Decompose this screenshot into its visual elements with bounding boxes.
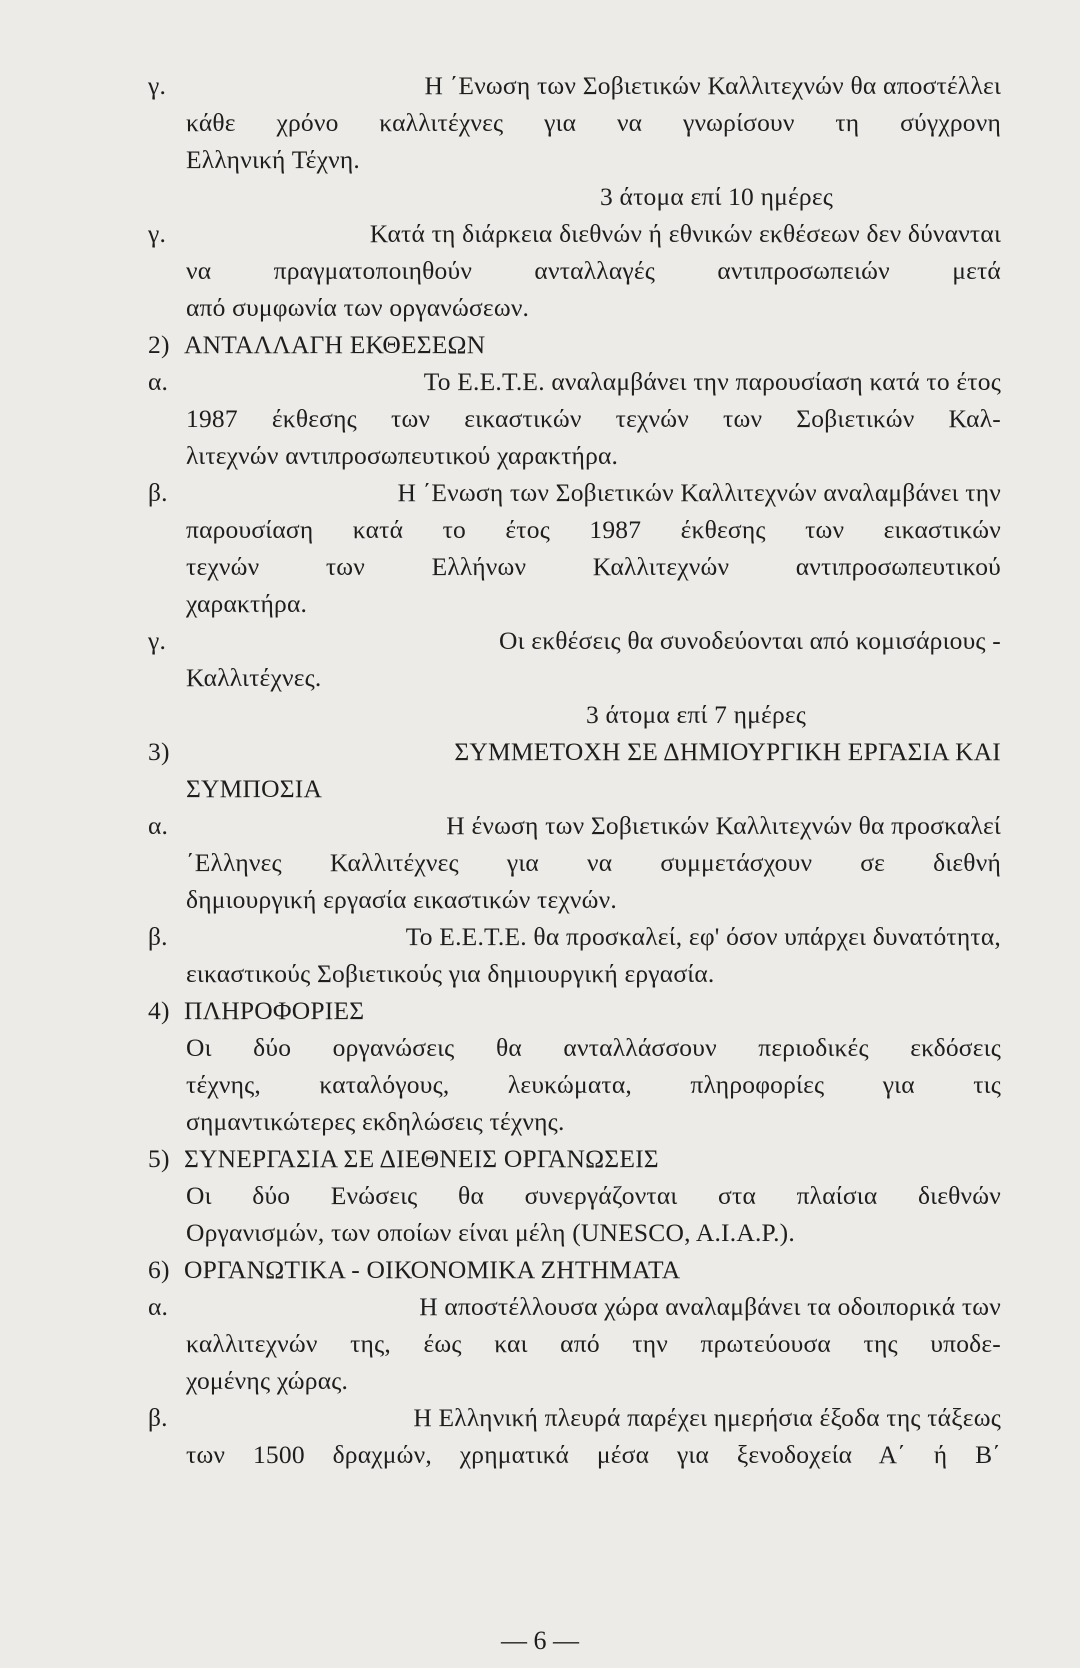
item-marker: β. <box>148 1403 168 1432</box>
text-line: 1987 έκθεσης των εικαστικών τεχνών των Σοβιετικών Καλ- <box>186 404 1001 433</box>
text-line: τεχνών των Ελλήνων Καλλιτεχνών αντιπροσωπευτικού <box>186 552 1001 581</box>
text-line: Ελληνική Τέχνη. <box>186 145 360 174</box>
section-title: ΣΥΜΜΕΤΟΧΗ ΣΕ ΔΗΜΙΟΥΡΓΙΚΗ ΕΡΓΑΣΙΑ ΚΑΙ <box>454 737 1001 766</box>
section-number: 4) <box>148 996 170 1025</box>
line-text: Η ένωση των Σοβιετικών Καλλιτεχνών θα προσκαλεί <box>446 811 1001 840</box>
section-heading <box>148 1252 680 1288</box>
line-text: Κατά τη διάρκεια διεθνών ή εθνικών εκθέσεων δεν δύνανται <box>369 219 1001 248</box>
text-line: χαρακτήρα. <box>186 589 308 618</box>
text-line <box>148 475 1001 511</box>
item-marker: α. <box>148 367 169 396</box>
section-number: 5) <box>148 1144 170 1173</box>
page-number: — 6 — <box>501 1626 579 1655</box>
text-line: από συμφωνία των οργανώσεων. <box>186 293 530 322</box>
duration-note: 3 άτομα επί 7 ημέρες <box>586 700 807 729</box>
text-line <box>148 68 1001 104</box>
text-line: να πραγματοποιηθούν ανταλλαγές αντιπροσωπειών μετά <box>186 256 1001 285</box>
text-line <box>148 1289 1001 1325</box>
text-line <box>148 364 1001 400</box>
line-text: Η ΄Ενωση των Σοβιετικών Καλλιτεχνών θα αποστέλλει <box>424 71 1001 100</box>
text-line: εικαστικούς Σοβιετικούς για δημιουργική εργασία. <box>186 959 715 988</box>
section-title: ΠΛΗΡΟΦΟΡΙΕΣ <box>184 996 365 1025</box>
section-heading <box>148 327 485 363</box>
item-marker: γ. <box>148 219 167 248</box>
section-title-continued: ΣΥΜΠΟΣΙΑ <box>186 774 323 803</box>
text-line: Καλλιτέχνες. <box>186 663 322 692</box>
text-line: καλλιτεχνών της, έως και από την πρωτεύουσα της υποδε- <box>186 1329 1001 1358</box>
section-number: 3) <box>148 737 170 766</box>
line-text: Οι εκθέσεις θα συνοδεύονται από κομισάριους - <box>499 626 1001 655</box>
section-number: 6) <box>148 1255 170 1284</box>
item-marker: α. <box>148 811 169 840</box>
line-text: Η αποστέλλουσα χώρα αναλαμβάνει τα οδοιπορικά των <box>419 1292 1001 1321</box>
text-line: χομένης χώρας. <box>186 1366 349 1395</box>
line-text: Το Ε.Ε.Τ.Ε. αναλαμβάνει την παρουσίαση κατά το έτος <box>423 367 1001 396</box>
line-text: Η Ελληνική πλευρά παρέχει ημερήσια έξοδα της τάξεως <box>413 1403 1001 1432</box>
text-line <box>148 1400 1001 1436</box>
section-heading <box>148 993 364 1029</box>
item-marker: α. <box>148 1292 169 1321</box>
text-line <box>148 808 1001 844</box>
text-line: κάθε χρόνο καλλιτέχνες για να γνωρίσουν τη σύγχρονη <box>186 108 1001 137</box>
section-number: 2) <box>148 330 170 359</box>
item-marker: β. <box>148 922 168 951</box>
text-line: σημαντικώτερες εκδηλώσεις τέχνης. <box>186 1107 565 1136</box>
text-line: των 1500 δραχμών, χρηματικά μέσα για ξενοδοχεία Α΄ ή Β΄ <box>186 1440 1001 1469</box>
text-line: δημιουργική εργασία εικαστικών τεχνών. <box>186 885 617 914</box>
text-line <box>148 623 1001 659</box>
text-line: Οργανισμών, των οποίων είναι μέλη (UNESCO, A.I.A.P.). <box>186 1218 795 1247</box>
duration-note: 3 άτομα επί 10 ημέρες <box>600 182 834 211</box>
text-line: ΄Ελληνες Καλλιτέχνες για να συμμετάσχουν σε διεθνή <box>186 848 1001 877</box>
item-marker: γ. <box>148 71 167 100</box>
text-line: παρουσίαση κατά το έτος 1987 έκθεσης των εικαστικών <box>186 515 1001 544</box>
section-title: ΑΝΤΑΛΛΑΓΗ ΕΚΘΕΣΕΩΝ <box>184 330 486 359</box>
section-heading <box>148 1141 659 1177</box>
text-line <box>148 919 1001 955</box>
section-heading <box>148 734 1001 770</box>
item-marker: β. <box>148 478 168 507</box>
text-line: τέχνης, καταλόγους, λευκώματα, πληροφορίες για τις <box>186 1070 1001 1099</box>
text-line: Οι δύο οργανώσεις θα ανταλλάσσουν περιοδικές εκδόσεις <box>186 1033 1001 1062</box>
text-line: λιτεχνών αντιπροσωπευτικού χαρακτήρα. <box>186 441 619 470</box>
text-line <box>148 216 1001 252</box>
line-text: Το Ε.Ε.Τ.Ε. θα προσκαλεί, εφ' όσον υπάρχει δυνατότητα, <box>405 922 1001 951</box>
section-title: ΟΡΓΑΝΩΤΙΚΑ - ΟΙΚΟΝΟΜΙΚΑ ΖΗΤΗΜΑΤΑ <box>184 1255 681 1284</box>
section-title: ΣΥΝΕΡΓΑΣΙΑ ΣΕ ΔΙΕΘΝΕΙΣ ΟΡΓΑΝΩΣΕΙΣ <box>184 1144 659 1173</box>
item-marker: γ. <box>148 626 167 655</box>
line-text: Η ΄Ενωση των Σοβιετικών Καλλιτεχνών αναλαμβάνει την <box>397 478 1001 507</box>
text-line: Οι δύο Ενώσεις θα συνεργάζονται στα πλαίσια διεθνών <box>186 1181 1001 1210</box>
